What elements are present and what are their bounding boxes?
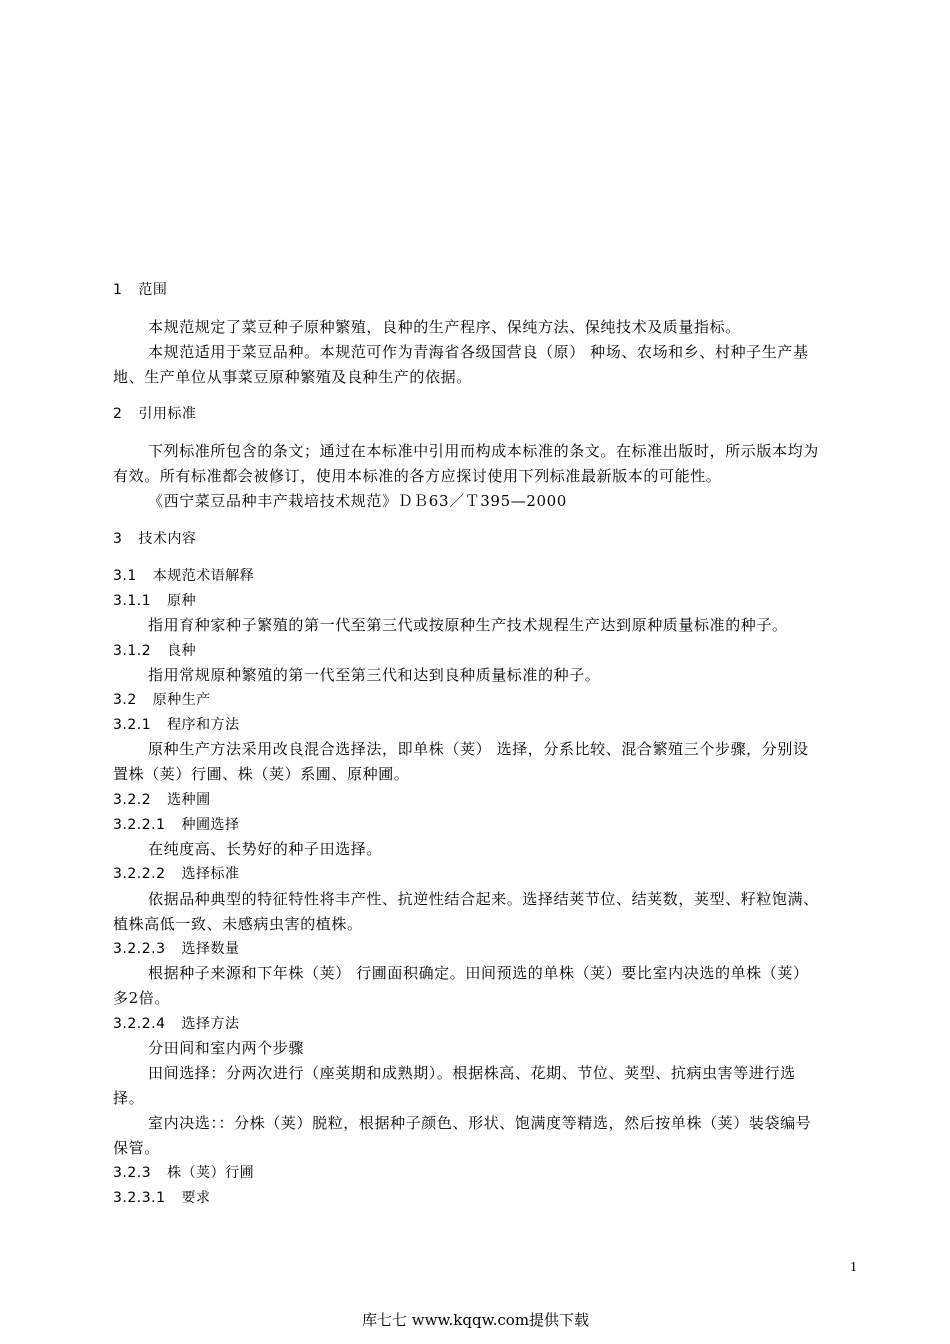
body-line: 地、生产单位从事菜豆原种繁殖及良种生产的依据。 (113, 368, 472, 386)
body-line: 室内决选：：分株（荚）脱粒，根据种子颜色、形状、饱满度等精选，然后按单株（荚）装袋编号 (148, 1114, 812, 1132)
section-title: 选择方法 (181, 1016, 240, 1032)
section-title: 选种圃 (167, 792, 211, 808)
body-line: 置株（荚）行圃、株（荚）系圃、原种圃。 (113, 765, 410, 783)
section-heading (113, 789, 211, 809)
section-heading (113, 1187, 210, 1207)
section-heading (113, 1013, 239, 1033)
section-title: 本规范术语解释 (152, 568, 255, 584)
section-heading (113, 689, 211, 709)
section-number: 2 (113, 406, 123, 422)
body-line: 根据种子来源和下年株（荚） 行圃面积确定。田间预选的单株（荚）要比室内决选的单株（荚） (148, 964, 809, 982)
body-line: 《西宁菜豆品种丰产栽培技术规范》ＤＢ63／Ｔ395—2000 (148, 492, 567, 510)
body-line: 保管。 (113, 1139, 160, 1157)
section-heading (113, 565, 254, 585)
body-line: 植株高低一致、未感病虫害的植株。 (113, 915, 363, 933)
section-number: 3.2.2.2 (113, 866, 166, 882)
section-number: 3.1 (113, 568, 137, 584)
section-title: 选择标准 (181, 866, 240, 882)
body-line: 依据品种典型的特征特性将丰产性、抗逆性结合起来。选择结荚节位、结荚数，荚型、籽粒饱满、 (148, 890, 819, 908)
section-heading (113, 1162, 254, 1182)
section-heading (113, 640, 196, 660)
section-number: 3.2.2.1 (113, 817, 166, 833)
section-title: 技术内容 (138, 531, 197, 547)
section-title: 株（荚）行圃 (167, 1165, 255, 1181)
section-heading (113, 528, 196, 548)
body-line: 指用育种家种子繁殖的第一代至第三代或按原种生产技术规程生产达到原种质量标准的种子。 (148, 616, 788, 634)
section-number: 3 (113, 531, 123, 547)
section-title: 原种生产 (152, 692, 211, 708)
footer-download-note: 库七七 www.kqqw.com提供下载 (362, 1311, 590, 1329)
section-title: 范围 (138, 282, 168, 298)
section-heading (113, 938, 239, 958)
body-line: 本规范规定了菜豆种子原种繁殖，良种的生产程序、保纯方法、保纯技术及质量指标。 (148, 318, 741, 336)
section-title: 引用标准 (138, 406, 197, 422)
section-number: 3.1.2 (113, 643, 152, 659)
section-heading (113, 590, 196, 610)
body-line: 指用常规原种繁殖的第一代至第三代和达到良种质量标准的种子。 (148, 666, 601, 684)
section-title: 原种 (167, 593, 197, 609)
section-heading (113, 279, 167, 299)
body-line: 有效。所有标准都会被修订，使用本标准的各方应探讨使用下列标准最新版本的可能性。 (113, 467, 722, 485)
page-number: 1 (850, 1260, 857, 1275)
body-line: 下列标准所包含的条文；通过在本标准中引用而构成本标准的条文。在标准出版时，所示版本均为 (148, 442, 819, 460)
section-title: 要求 (181, 1190, 211, 1206)
section-number: 3.2.3.1 (113, 1190, 166, 1206)
body-line: 本规范适用于菜豆品种。本规范可作为青海省各级国营良（原） 种场、农场和乡、村种子生产基 (148, 343, 809, 361)
section-number: 1 (113, 282, 123, 298)
section-heading (113, 863, 239, 883)
section-number: 3.2.1 (113, 717, 152, 733)
body-line: 田间选择：分两次进行（座荚期和成熟期）。根据株高、花期、节位、荚型、抗病虫害等进行选 (148, 1064, 796, 1082)
body-line: 原种生产方法采用改良混合选择法，即单株（荚） 选择，分系比较、混合繁殖三个步骤，分别设 (148, 740, 809, 758)
section-number: 3.2.2.3 (113, 941, 166, 957)
section-number: 3.1.1 (113, 593, 152, 609)
section-title: 程序和方法 (167, 717, 240, 733)
section-title: 良种 (167, 643, 197, 659)
section-number: 3.2.2.4 (113, 1016, 166, 1032)
body-line: 择。 (113, 1089, 145, 1107)
section-number: 3.2 (113, 692, 137, 708)
section-title: 选择数量 (181, 941, 240, 957)
section-heading (113, 403, 196, 423)
body-line: 分田间和室内两个步骤 (148, 1039, 305, 1057)
section-number: 3.2.3 (113, 1165, 152, 1181)
body-line: 在纯度高、长势好的种子田选择。 (148, 840, 383, 858)
body-line: 多2倍。 (113, 989, 170, 1007)
section-heading (113, 714, 240, 734)
section-number: 3.2.2 (113, 792, 152, 808)
section-heading (113, 814, 239, 834)
section-title: 种圃选择 (181, 817, 240, 833)
